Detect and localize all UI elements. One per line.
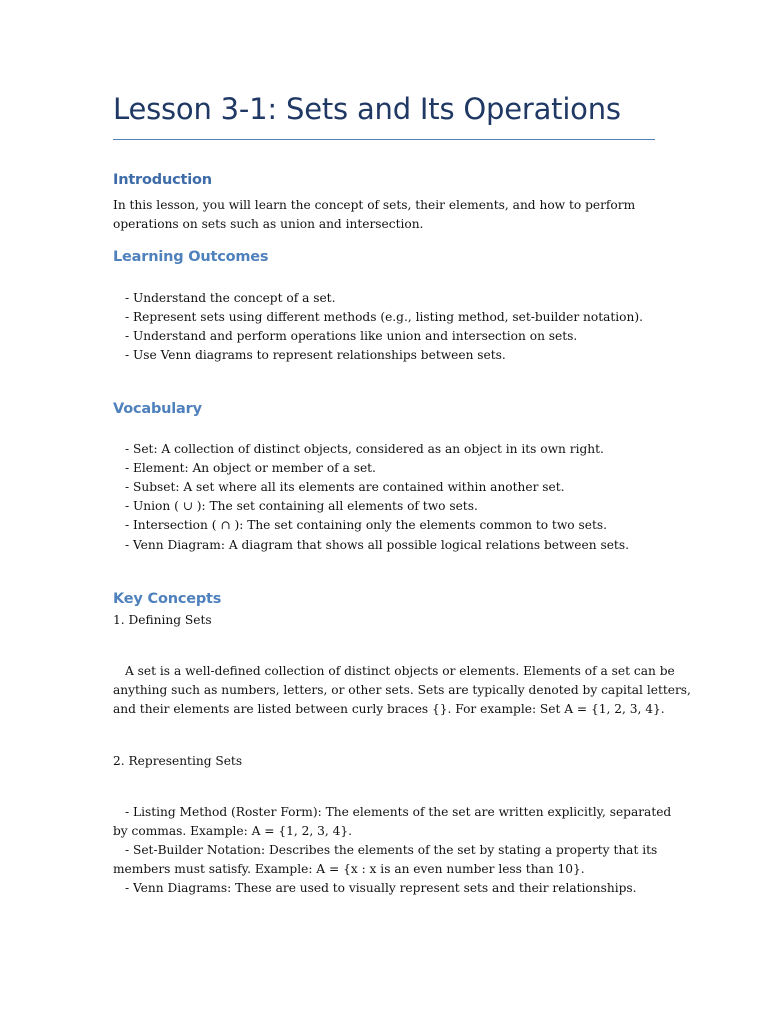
key-concept-text-line: members must satisfy. Example: A = {x : x is an even number less than 10}. [113,862,585,876]
key-concept-text-line: - Set-Builder Notation: Describes the elements of the set by stating a property that its [125,843,658,857]
introduction-text-line: operations on sets such as union and intersection. [113,217,424,231]
vocabulary-heading: Vocabulary [113,401,202,417]
key-concepts-heading: Key Concepts [113,591,222,607]
introduction-heading: Introduction [113,172,212,188]
learning-outcome-item: - Represent sets using different methods (e.g., listing method, set-builder notation). [125,310,643,324]
key-concept-text-line: - Listing Method (Roster Form): The elements of the set are written explicitly, separated [125,805,672,819]
key-concept-title: 2. Representing Sets [113,754,243,768]
key-concept-text-line: by commas. Example: A = {1, 2, 3, 4}. [113,824,352,838]
learning-outcome-item: - Understand and perform operations like union and intersection on sets. [125,329,578,343]
key-concept-text-line: and their elements are listed between curly braces {}. For example: Set A = {1, 2, 3, 4}. [113,702,665,716]
vocabulary-item: - Venn Diagram: A diagram that shows all possible logical relations between sets. [125,538,629,552]
learning-outcome-item: - Use Venn diagrams to represent relationships between sets. [125,348,506,362]
key-concept-text-line: - Venn Diagrams: These are used to visually represent sets and their relationships. [125,881,637,895]
vocabulary-item: - Intersection ( ∩ ): The set containing only the elements common to two sets. [125,518,607,532]
title-underline [113,139,655,140]
key-concept-text-line: A set is a well-defined collection of distinct objects or elements. Elements of a set can be [125,664,675,678]
introduction-text-line: In this lesson, you will learn the concept of sets, their elements, and how to perform [113,198,636,212]
vocabulary-item: - Set: A collection of distinct objects, considered as an object in its own right. [125,442,604,456]
learning-outcomes-heading: Learning Outcomes [113,249,269,265]
vocabulary-item: - Subset: A set where all its elements are contained within another set. [125,480,565,494]
vocabulary-item: - Union ( ∪ ): The set containing all elements of two sets. [125,499,478,513]
learning-outcome-item: - Understand the concept of a set. [125,291,336,305]
page-title: Lesson 3-1: Sets and Its Operations [113,92,621,126]
vocabulary-item: - Element: An object or member of a set. [125,461,376,475]
key-concept-title: 1. Defining Sets [113,613,212,627]
key-concept-text-line: anything such as numbers, letters, or other sets. Sets are typically denoted by capital letters, [113,683,691,697]
